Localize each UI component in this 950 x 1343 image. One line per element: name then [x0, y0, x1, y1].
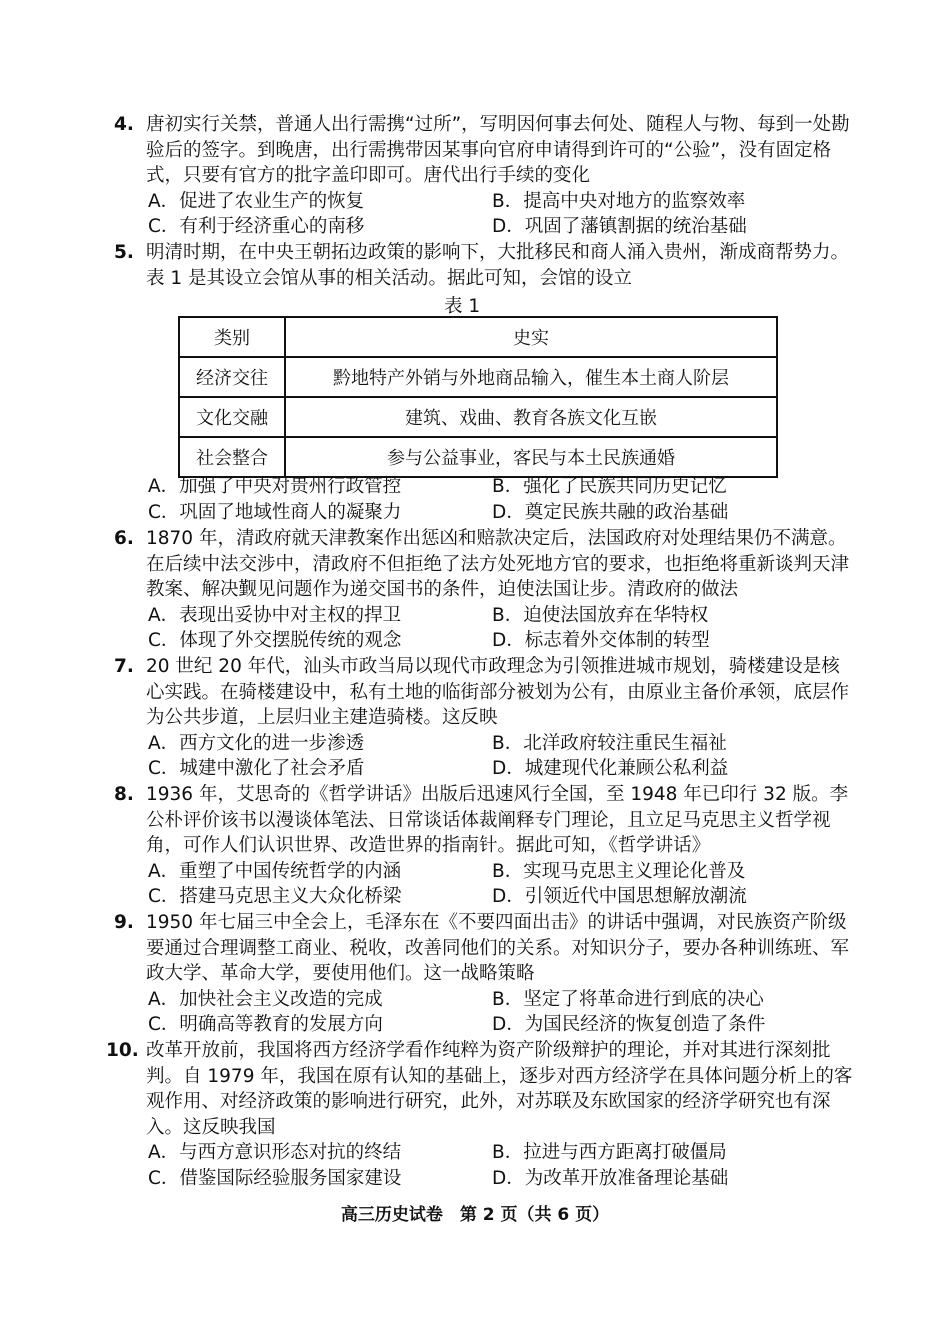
question-number: 8. — [114, 784, 134, 805]
option-b: B．拉进与西方距离打破僵局 — [492, 1142, 727, 1163]
option-b: B．迫使法国放弃在华特权 — [492, 604, 709, 626]
option-d: D．引领近代中国思想解放潮流 — [492, 886, 747, 907]
option-a: A．重塑了中国传统哲学的内涵 — [148, 860, 402, 882]
table-cell: 建筑、戏曲、教育各族文化互嵌 — [285, 397, 777, 437]
table-1 — [178, 316, 778, 478]
question-6 — [116, 526, 858, 654]
option-b: B．强化了民族共同历史记忆 — [492, 476, 727, 497]
option-a: A．西方文化的进一步渗透 — [148, 732, 365, 754]
option-c: C．体现了外交摆脱传统的观念 — [148, 630, 402, 651]
table-caption: 表 1 — [444, 296, 481, 317]
option-d: D．城建现代化兼顾公私利益 — [492, 758, 729, 779]
option-d: D．奠定民族共融的政治基础 — [492, 501, 729, 523]
option-a: A．促进了农业生产的恢复 — [148, 190, 365, 212]
option-c: C．借鉴国际经验服务国家建设 — [148, 1167, 402, 1189]
question-stem: 改革开放前，我国将西方经济学看作纯粹为资产阶级辩护的理论，并对其进行深刻批判。自 1979 年，我国在原有认知的基础上，逐步对西方经济学在具体问题分析上的客观作用、对经济政策的影响进行研究，此外，对苏联及东欧国家的经济学研究也有深入。这反映我国 — [146, 1040, 853, 1138]
option-a: A．加快社会主义改造的完成 — [148, 988, 383, 1010]
option-a: A．表现出妥协中对主权的捍卫 — [148, 604, 402, 626]
option-d: D．巩固了藩镇割据的统治基础 — [492, 216, 747, 237]
options — [116, 1140, 858, 1191]
table-row — [179, 357, 777, 397]
option-a: A．与西方意识形态对抗的终结 — [148, 1142, 402, 1163]
table-header-cell: 类别 — [179, 317, 285, 357]
table-cell: 经济交往 — [179, 357, 285, 397]
question-number: 10. — [106, 1040, 139, 1061]
option-c: C．搭建马克思主义大众化桥梁 — [148, 886, 402, 907]
question-stem: 1936 年，艾思奇的《哲学讲话》出版后迅速风行全国，至 1948 年已印行 32 版。李公朴评价该书以漫谈体笔法、日常谈话体裁阐释专门理论，且立足马克思主义哲学视角，可作人们认识世界、改造世界的指南针。据此可知，《哲学讲话》 — [146, 784, 849, 856]
option-a: A．加强了中央对贵州行政管控 — [148, 476, 402, 497]
table-header-row — [179, 317, 777, 357]
question-9 — [116, 910, 858, 1038]
table-row — [179, 437, 777, 477]
option-b: B．北洋政府较注重民生福祉 — [492, 732, 727, 754]
options — [116, 731, 858, 782]
question-stem: 唐初实行关禁，普通人出行需携“过所”，写明因何事去何处、随程人与物、每到一处勘验后的签字。到晚唐，出行需携带因某事向官府申请得到许可的“公验”，没有固定格式，只要有官方的批字盖印即可。唐代出行手续的变化 — [146, 114, 850, 186]
option-d: D．为改革开放准备理论基础 — [492, 1167, 729, 1189]
question-7 — [116, 654, 858, 782]
options — [116, 189, 858, 240]
question-8 — [116, 782, 858, 910]
page-footer: 高三历史试卷 第 2 页（共 6 页） — [340, 1205, 610, 1225]
table-cell: 黔地特产外销与外地商品输入，催生本土商人阶层 — [285, 357, 777, 397]
options — [116, 603, 858, 654]
question-4 — [116, 112, 858, 240]
question-5-options — [116, 474, 858, 525]
question-number: 4. — [114, 114, 134, 135]
table-cell: 社会整合 — [179, 437, 285, 477]
option-c: C．明确高等教育的发展方向 — [148, 1014, 383, 1035]
question-number: 5. — [114, 242, 134, 263]
option-c: C．城建中激化了社会矛盾 — [148, 758, 365, 779]
question-5 — [116, 240, 858, 291]
question-stem: 1950 年七届三中全会上，毛泽东在《不要四面出击》的讲话中强调，对民族资产阶级要通过合理调整工商业、税收，改善同他们的关系。对知识分子，要办各种训练班、军政大学、革命大学，要使用他们。这一战略策略 — [146, 912, 850, 984]
question-10 — [106, 1038, 858, 1191]
option-d: D．标志着外交体制的转型 — [492, 630, 710, 651]
options — [116, 987, 858, 1038]
question-number: 6. — [114, 528, 134, 549]
question-stem: 20 世纪 20 年代，汕头市政当局以现代市政理念为引领推进城市规划，骑楼建设是核心实践。在骑楼建设中，私有土地的临街部分被划为公有，由原业主备价承领，底层作为公共步道，上层归业主建造骑楼。这反映 — [146, 656, 850, 728]
option-c: C．巩固了地域性商人的凝聚力 — [148, 501, 402, 523]
question-stem: 明清时期，在中央王朝拓边政策的影响下，大批移民和商人涌入贵州，渐成商帮势力。表 1 是其设立会馆从事的相关活动。据此可知，会馆的设立 — [146, 242, 850, 289]
option-b: B．坚定了将革命进行到底的决心 — [492, 988, 764, 1010]
options — [116, 474, 858, 525]
option-b: B．实现马克思主义理论化普及 — [492, 860, 746, 882]
table-cell: 参与公益事业，客民与本土民族通婚 — [285, 437, 777, 477]
table-cell: 文化交融 — [179, 397, 285, 437]
options — [116, 859, 858, 910]
option-b: B．提高中央对地方的监察效率 — [492, 190, 746, 212]
question-stem: 1870 年，清政府就天津教案作出惩凶和赔款决定后，法国政府对处理结果仍不满意。在后续中法交涉中，清政府不但拒绝了法方处死地方官的要求，也拒绝将重新谈判天津教案、解决觐见问题作为递交国书的条件，迫使法国让步。清政府的做法 — [146, 528, 850, 600]
option-d: D．为国民经济的恢复创造了条件 — [492, 1014, 766, 1035]
question-number: 7. — [114, 656, 134, 677]
table-row — [179, 397, 777, 437]
option-c: C．有利于经济重心的南移 — [148, 216, 365, 237]
table-header-cell: 史实 — [285, 317, 777, 357]
question-number: 9. — [114, 912, 134, 933]
